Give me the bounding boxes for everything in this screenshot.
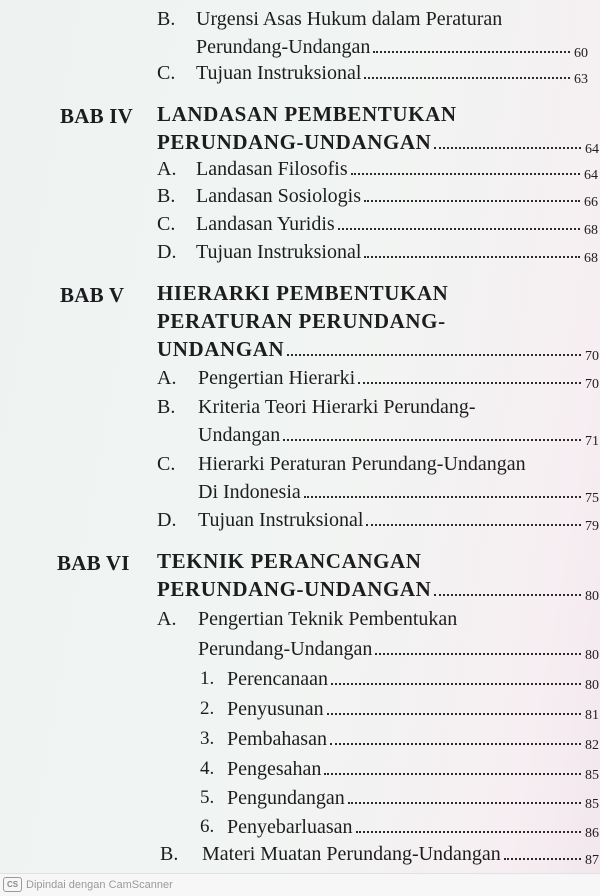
step-number: 5. bbox=[200, 787, 215, 808]
step-number: 6. bbox=[200, 816, 215, 837]
chapter-title: LANDASAN PEMBENTUKAN bbox=[157, 102, 457, 126]
toc-entry-text: Tujuan Instruksional bbox=[198, 509, 364, 531]
toc-entry[interactable] bbox=[227, 728, 599, 751]
page-number: 66 bbox=[584, 195, 598, 210]
step-number: 2. bbox=[200, 698, 215, 719]
toc-entry-text: Pengertian Teknik Pembentukan bbox=[198, 608, 458, 630]
leader-dots bbox=[364, 200, 580, 202]
toc-entry-text: Landasan Sosiologis bbox=[196, 185, 361, 207]
item-letter: C. bbox=[157, 213, 176, 235]
toc-entry-text: Urgensi Asas Hukum dalam Peraturan bbox=[196, 8, 503, 30]
toc-entry[interactable] bbox=[202, 843, 599, 866]
page-number: 60 bbox=[574, 46, 588, 61]
toc-entry[interactable] bbox=[198, 638, 599, 661]
leader-dots bbox=[434, 147, 581, 149]
leader-dots bbox=[327, 713, 581, 715]
toc-entry[interactable] bbox=[196, 62, 588, 85]
camscanner-logo-icon: CS bbox=[3, 877, 22, 892]
item-letter: A. bbox=[157, 367, 177, 389]
toc-entry[interactable] bbox=[227, 668, 599, 691]
chapter-label: BAB IV bbox=[60, 104, 133, 128]
chapter-title: PERUNDANG-UNDANGAN bbox=[157, 577, 432, 601]
toc-entry-text: Hierarki Peraturan Perundang-Undangan bbox=[198, 453, 526, 475]
item-letter: C. bbox=[157, 62, 176, 84]
toc-entry-text: Pembahasan bbox=[227, 728, 327, 750]
chapter-title: PERUNDANG-UNDANGAN bbox=[157, 130, 432, 154]
toc-entry-text: Tujuan Instruksional bbox=[196, 62, 362, 84]
chapter-title: PERATURAN PERUNDANG- bbox=[157, 309, 446, 333]
step-number: 1. bbox=[200, 668, 215, 689]
item-letter: B. bbox=[160, 843, 179, 865]
toc-entry-text: Pengertian Hierarki bbox=[198, 367, 356, 389]
toc-entry[interactable] bbox=[196, 158, 598, 181]
toc-entry[interactable] bbox=[157, 130, 599, 155]
toc-entry[interactable] bbox=[198, 424, 599, 447]
page-number: 79 bbox=[585, 519, 599, 534]
leader-dots bbox=[373, 51, 570, 53]
item-letter: D. bbox=[157, 241, 177, 263]
page-number: 68 bbox=[584, 251, 598, 266]
page-number: 80 bbox=[585, 589, 599, 604]
toc-entry-text: Materi Muatan Perundang-Undangan bbox=[202, 843, 501, 865]
leader-dots bbox=[324, 773, 581, 775]
scanner-footer bbox=[0, 873, 600, 896]
toc-entry[interactable] bbox=[157, 577, 599, 602]
page-number: 64 bbox=[584, 168, 598, 183]
leader-dots bbox=[287, 354, 581, 356]
toc-entry-text: Pengesahan bbox=[227, 758, 322, 780]
leader-dots bbox=[375, 653, 581, 655]
page-number: 63 bbox=[574, 72, 588, 87]
item-letter: C. bbox=[157, 453, 176, 475]
step-number: 3. bbox=[200, 728, 215, 749]
item-letter: B. bbox=[157, 396, 176, 418]
toc-entry-text: Penyebarluasan bbox=[227, 816, 353, 838]
chapter-label: BAB VI bbox=[57, 551, 130, 575]
leader-dots bbox=[331, 683, 581, 685]
page-number: 87 bbox=[585, 853, 599, 868]
page-number: 64 bbox=[585, 142, 599, 157]
toc-entry-text: Perundang-Undangan bbox=[198, 638, 373, 660]
toc-entry[interactable] bbox=[227, 758, 599, 781]
toc-entry[interactable] bbox=[198, 481, 599, 504]
leader-dots bbox=[358, 382, 581, 384]
page-number: 82 bbox=[585, 738, 599, 753]
toc-entry-text: Tujuan Instruksional bbox=[196, 241, 362, 263]
item-letter: B. bbox=[157, 185, 176, 207]
item-letter: A. bbox=[157, 158, 177, 180]
leader-dots bbox=[356, 831, 581, 833]
toc-entry[interactable] bbox=[198, 509, 599, 532]
leader-dots bbox=[351, 173, 580, 175]
chapter-title: UNDANGAN bbox=[157, 337, 285, 361]
page-number: 75 bbox=[585, 491, 599, 506]
toc-entry[interactable] bbox=[196, 241, 598, 264]
toc-entry-text: Landasan Yuridis bbox=[196, 213, 335, 235]
item-letter: D. bbox=[157, 509, 177, 531]
toc-entry-text: Landasan Filosofis bbox=[196, 158, 348, 180]
toc-entry-text: Kriteria Teori Hierarki Perundang- bbox=[198, 396, 476, 418]
toc-entry[interactable] bbox=[227, 698, 599, 721]
chapter-title: HIERARKI PEMBENTUKAN bbox=[157, 281, 449, 305]
toc-entry[interactable] bbox=[196, 185, 598, 208]
page-number: 85 bbox=[585, 768, 599, 783]
leader-dots bbox=[283, 439, 581, 441]
page-number: 71 bbox=[585, 434, 599, 449]
page-number: 80 bbox=[585, 648, 599, 663]
toc-entry-text: Perundang-Undangan bbox=[196, 36, 371, 58]
page-number: 86 bbox=[585, 826, 599, 841]
toc-entry[interactable] bbox=[196, 36, 588, 59]
leader-dots bbox=[366, 524, 581, 526]
page-number: 70 bbox=[585, 349, 599, 364]
toc-entry-text: Undangan bbox=[198, 424, 281, 446]
leader-dots bbox=[348, 802, 581, 804]
leader-dots bbox=[364, 77, 570, 79]
page-number: 85 bbox=[585, 797, 599, 812]
leader-dots bbox=[504, 858, 581, 860]
toc-entry-text: Di Indonesia bbox=[198, 481, 301, 503]
page-number: 81 bbox=[585, 708, 599, 723]
toc-entry[interactable] bbox=[227, 816, 599, 839]
leader-dots bbox=[338, 228, 580, 230]
toc-entry-text: Pengundangan bbox=[227, 787, 345, 809]
page-number: 80 bbox=[585, 678, 599, 693]
chapter-title: TEKNIK PERANCANGAN bbox=[157, 549, 422, 573]
step-number: 4. bbox=[200, 758, 215, 779]
leader-dots bbox=[434, 594, 581, 596]
leader-dots bbox=[364, 256, 580, 258]
toc-entry-text: Penyusunan bbox=[227, 698, 324, 720]
leader-dots bbox=[330, 743, 581, 745]
chapter-label: BAB V bbox=[60, 283, 125, 307]
scanner-watermark-text: Dipindai dengan CamScanner bbox=[26, 879, 173, 891]
page-number: 68 bbox=[584, 223, 598, 238]
toc-entry[interactable] bbox=[198, 367, 599, 390]
toc-entry[interactable] bbox=[196, 213, 598, 236]
toc-entry-text: Perencanaan bbox=[227, 668, 329, 690]
item-letter: A. bbox=[157, 608, 177, 630]
toc-entry[interactable] bbox=[157, 337, 599, 362]
item-letter: B. bbox=[157, 8, 176, 30]
toc-entry[interactable] bbox=[227, 787, 599, 810]
page-number: 70 bbox=[585, 377, 599, 392]
leader-dots bbox=[304, 496, 581, 498]
